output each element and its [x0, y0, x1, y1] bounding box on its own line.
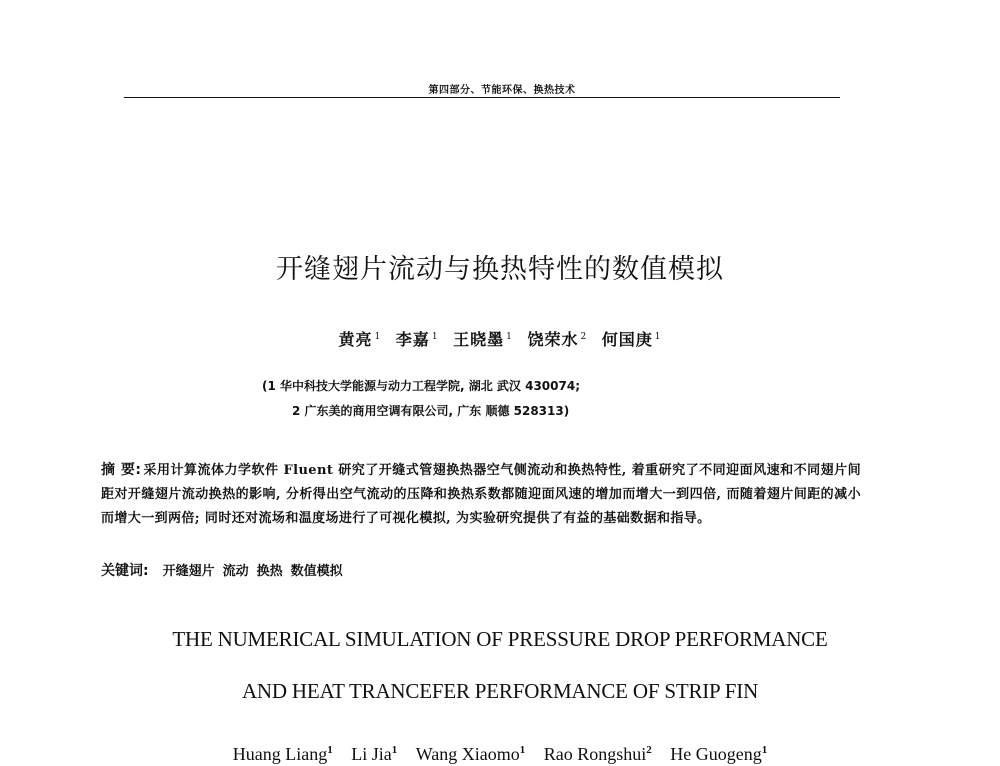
- author-en: [351, 744, 397, 764]
- author-cn: [338, 330, 381, 349]
- keyword: 换热: [256, 564, 283, 579]
- author-name: Rao Rongshui: [543, 744, 647, 764]
- author-affil-mark: 2: [580, 332, 588, 342]
- author-en: [544, 744, 652, 764]
- author-affil-mark: 1: [761, 744, 768, 756]
- author-cn: [453, 330, 513, 349]
- author-en: [670, 744, 767, 764]
- author-affil-mark: 2: [646, 744, 652, 756]
- author-affil-mark: 1: [654, 332, 662, 342]
- author-name: 王晓墨: [453, 330, 505, 350]
- keyword: 开缝翅片: [162, 564, 215, 579]
- author-affil-mark: 1: [374, 332, 382, 342]
- author-list-cn: [0, 326, 1000, 351]
- abstract: [101, 458, 861, 531]
- abstract-text: 采用计算流体力学软件 Fluent 研究了开缝式管翅换热器空气侧流动和换热特性, 着重研究了不同迎面风速和不同翅片间距对开缝翅片流动换热的影响, 分析得出空气流动的压降和换热系数都随迎面风速的增加而增大一到四倍, 而随着翅片间距的减小而增大一到两倍; 同时还对流场和温度场进行了可视化模拟, 为实验研究提供了有益的基础数据和指导。: [101, 463, 861, 526]
- author-affil-mark: 1: [506, 332, 513, 342]
- author-affil-mark: 1: [519, 744, 526, 756]
- abstract-label: 摘 要:: [101, 462, 142, 478]
- author-en: [416, 744, 526, 764]
- author-name: Li Jia: [351, 744, 392, 764]
- author-name: 黄亮: [338, 330, 373, 350]
- author-name: 饶荣水: [527, 330, 579, 350]
- affiliation-1: (1 华中科技大学能源与动力工程学院, 湖北 武汉 430074;: [262, 379, 581, 393]
- keywords-label: 关键词:: [101, 563, 149, 579]
- author-affil-mark: 1: [431, 332, 439, 342]
- author-affil-mark: 1: [327, 744, 333, 756]
- paper-title-en-line-2: AND HEAT TRANCEFER PERFORMANCE OF STRIP FIN: [241, 679, 759, 703]
- paper-title-cn: 开缝翅片流动与换热特性的数值模拟: [276, 254, 724, 285]
- author-cn: [527, 330, 587, 349]
- author-name: Wang Xiaomo: [415, 744, 520, 764]
- author-list-en: [0, 738, 1000, 766]
- author-en: [233, 744, 333, 764]
- paper-title-en-line-1: THE NUMERICAL SIMULATION OF PRESSURE DROP PERFORMANCE: [172, 627, 828, 651]
- author-name: He Guogeng: [670, 744, 762, 764]
- affiliation-2: 2 广东美的商用空调有限公司, 广东 顺德 528313): [292, 404, 570, 418]
- author-cn: [396, 330, 439, 349]
- author-name: Huang Liang: [232, 744, 328, 764]
- author-name: 何国庚: [601, 330, 653, 350]
- author-affil-mark: 1: [391, 744, 398, 756]
- keyword: 流动: [222, 564, 249, 579]
- author-cn: [602, 330, 662, 349]
- keywords: [101, 561, 343, 582]
- keyword: 数值模拟: [290, 564, 343, 579]
- author-name: 李嘉: [395, 330, 430, 350]
- running-header: 第四部分、节能环保、换热技术: [124, 84, 840, 98]
